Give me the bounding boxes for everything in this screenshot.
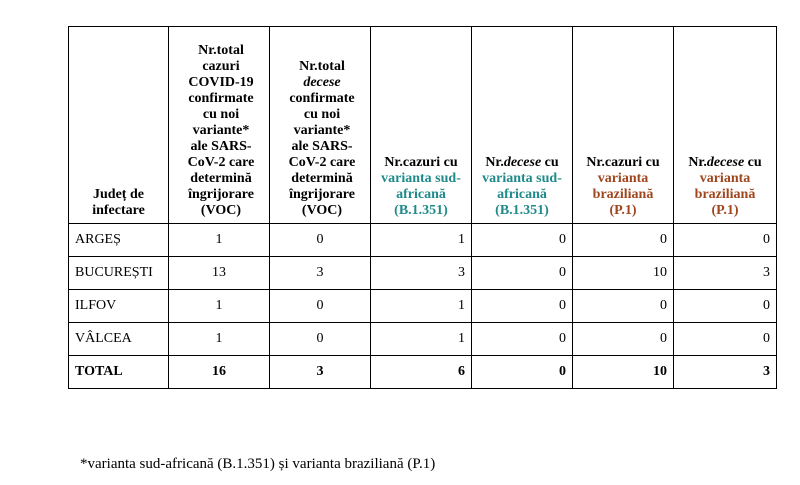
- total-deaths-cell: 3: [270, 356, 371, 389]
- voc-cases-table: [68, 26, 777, 389]
- header-sa-cases: Nr.cazuri cu varianta sud-africană (B.1.351): [371, 27, 472, 224]
- br-deaths-cell: 0: [674, 323, 777, 356]
- br-deaths-cell: 3: [674, 257, 777, 290]
- header-total-deaths: Nr.total decese confirmate cu noi variante* ale SARS-CoV-2 care determină îngrijorare (VOC): [270, 27, 371, 224]
- header-sa-deaths: Nr.decese cu varianta sud-africană (B.1.351): [472, 27, 573, 224]
- total-cases-cell: 13: [169, 257, 270, 290]
- total-deaths-cell: 3: [270, 257, 371, 290]
- total-row: [69, 356, 777, 389]
- county-cell: TOTAL: [69, 356, 169, 389]
- sa-deaths-cell: 0: [472, 356, 573, 389]
- county-cell: ILFOV: [69, 290, 169, 323]
- br-cases-cell: 10: [573, 356, 674, 389]
- sa-deaths-cell: 0: [472, 257, 573, 290]
- total-cases-cell: 16: [169, 356, 270, 389]
- county-cell: BUCUREȘTI: [69, 257, 169, 290]
- total-deaths-cell: 0: [270, 290, 371, 323]
- br-deaths-cell: 3: [674, 356, 777, 389]
- br-cases-cell: 10: [573, 257, 674, 290]
- sa-deaths-cell: 0: [472, 323, 573, 356]
- header-row: [69, 27, 777, 224]
- sa-cases-cell: 3: [371, 257, 472, 290]
- br-cases-cell: 0: [573, 224, 674, 257]
- total-cases-cell: 1: [169, 290, 270, 323]
- total-deaths-cell: 0: [270, 224, 371, 257]
- header-br-cases: Nr.cazuri cu varianta braziliană (P.1): [573, 27, 674, 224]
- sa-deaths-cell: 0: [472, 224, 573, 257]
- sa-cases-cell: 1: [371, 290, 472, 323]
- total-deaths-cell: 0: [270, 323, 371, 356]
- header-total-cases: Nr.total cazuri COVID-19 confirmate cu noi variante* ale SARS-CoV-2 care determină îngrijorare (VOC): [169, 27, 270, 224]
- footnote: *varianta sud-africană (B.1.351) și varianta braziliană (P.1): [80, 456, 436, 472]
- total-cases-cell: 1: [169, 224, 270, 257]
- sa-cases-cell: 6: [371, 356, 472, 389]
- br-deaths-cell: 0: [674, 224, 777, 257]
- table-row: [69, 257, 777, 290]
- sa-deaths-cell: 0: [472, 290, 573, 323]
- table-row: [69, 224, 777, 257]
- county-cell: ARGEȘ: [69, 224, 169, 257]
- header-br-deaths: Nr.decese cu varianta braziliană (P.1): [674, 27, 777, 224]
- br-cases-cell: 0: [573, 323, 674, 356]
- table-row: [69, 323, 777, 356]
- sa-cases-cell: 1: [371, 224, 472, 257]
- total-cases-cell: 1: [169, 323, 270, 356]
- header-county: Județ de infectare: [69, 27, 169, 224]
- br-deaths-cell: 0: [674, 290, 777, 323]
- sa-cases-cell: 1: [371, 323, 472, 356]
- table-row: [69, 290, 777, 323]
- br-cases-cell: 0: [573, 290, 674, 323]
- county-cell: VÂLCEA: [69, 323, 169, 356]
